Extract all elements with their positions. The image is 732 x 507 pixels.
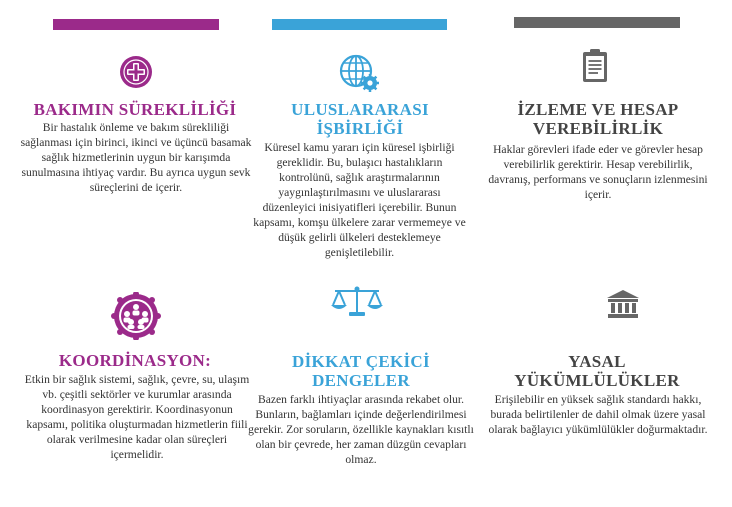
medical-cross-icon [118,54,154,90]
title-line-1: YASAL [568,352,626,371]
section-body-yasal: Erişilebilir en yüksek sağlık standardı hakkı, burada belirtilenler de dahil olmak üzere yasal olarak bağlayıcı yükümlülükler doğurmaktadır. [488,393,708,436]
section-body-izleme: Haklar görevleri ifade eder ve görevler hesap verebilirlik gerektirir. Hesap verebilirlik, davranış, performans ve sonuçların izlenmesini içerir. [488,143,708,201]
purple-top-bar [53,19,219,30]
section-body-koordinasyon: Etkin bir sağlık sistemi, sağlık, çevre, su, ulaşım vb. çeşitli sektörler ve kurumlar arasında koordinasyon gerektirir. Koordinasyonun kapsamı, politika oluşturmadan hizmetlerin fiili olarak verilmesine kadar olan süreçleri içermelidir. [24,373,250,461]
title-line-1: ULUSLARARASI [291,100,429,119]
title-line-1: İZLEME VE HESAP [517,100,679,119]
title-line-2: YÜKÜMLÜLÜKLER [514,371,680,390]
title-line-2: VEREBİLİRLİK [532,119,664,138]
courthouse-icon [606,289,640,319]
title-line-2: DENGELER [312,371,410,390]
title-line-2: İŞBİRLİĞİ [316,119,404,138]
title-line-1: DİKKAT ÇEKİCİ [292,352,430,371]
section-title-uluslararasi [240,100,480,138]
blue-top-bar [272,19,447,30]
section-title-bakim: BAKIMIN SÜREKLİLİĞİ [33,100,237,119]
section-body-uluslararasi: Küresel kamu yararı için küresel işbirliği gereklidir. Bu, bulaşıcı hastalıkların kontrolünü, sağlık araştırmalarının yaygınlaştırılmasını ve uluslararası düzenleyici inisiyatifleri içerebilir. Bunun kapsamı, komşu ülkelere zarar vermemeye ve düşük gelirli ülkeleri desteklemeye genişletilebilir. [253,141,466,259]
people-network-icon [110,292,162,340]
globe-gear-icon [338,53,380,93]
clipboard-icon [581,48,609,84]
section-body-bakim: Bir hastalık önleme ve bakım sürekliliği sağlanması için birinci, ikinci ve üçüncü basamak sağlık hizmetlerinin uygun bir karışımda sunulmasına ihtiyaç vardır. Bu ayrıca uygun sevk süreçlerini de içerir. [20,121,252,194]
section-title-yasal [477,352,717,390]
section-body-dikkat: Bazen farklı ihtiyaçlar arasında rekabet olur. Bunların, bağlamları içinde değerlendirilmesi gerekir. Zor soruların, özellikle kaynakları kısıtlı olan bir çevrede, her zaman düzgün cevapları olmaz. [248,393,474,466]
section-title-koordinasyon: KOORDİNASYON: [58,351,212,370]
section-title-izleme [478,100,718,138]
balance-scale-icon [329,285,385,317]
gray-top-bar [514,17,680,28]
section-title-dikkat [241,352,481,390]
